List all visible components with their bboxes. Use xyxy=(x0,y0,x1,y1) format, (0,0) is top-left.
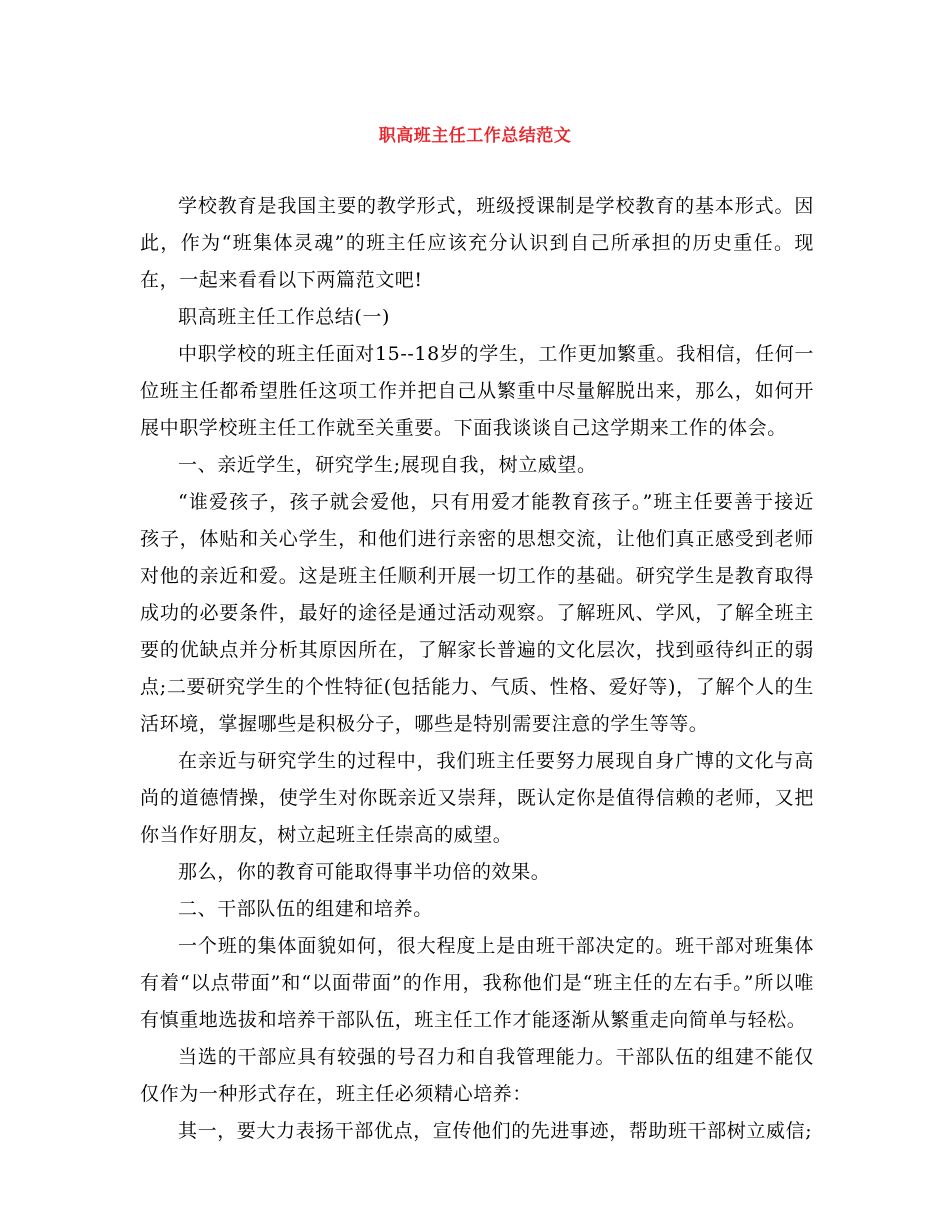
paragraph: 其一，要大力表扬干部优点，宣传他们的先进事迹，帮助班干部树立威信; xyxy=(178,1120,813,1142)
section-heading-point-one: 一、亲近学生，研究学生;展现自我，树立威望。 xyxy=(178,454,597,476)
paragraph: 在亲近与研究学生的过程中，我们班主任要努力展现自身广博的文化与高尚的道德情操，使学生对你既亲近又崇拜，既认定你是值得信赖的老师，又把你当作好朋友，树立起班主任崇高的威望。 xyxy=(140,750,814,846)
document-body xyxy=(140,188,814,1150)
section-heading-point-two: 二、干部队伍的组建和培养。 xyxy=(178,898,433,920)
paragraph: 那么，你的教育可能取得事半功倍的效果。 xyxy=(178,861,551,883)
paragraph: 一个班的集体面貌如何，很大程度上是由班干部决定的。班干部对班集体有着“以点带面”和“以面带面”的作用，我称他们是“班主任的左右手。”所以唯有慎重地选拔和培养干部队伍，班主任工作才能逐渐从繁重走向简单与轻松。 xyxy=(140,935,814,1031)
section-heading-summary-one: 职高班主任工作总结(一) xyxy=(178,306,391,328)
paragraph: 中职学校的班主任面对15--18岁的学生，工作更加繁重。我相信，任何一位班主任都希望胜任这项工作并把自己从繁重中尽量解脱出来，那么，如何开展中职学校班主任工作就至关重要。下面我谈谈自己这学期来工作的体会。 xyxy=(140,343,814,439)
paragraph: “谁爱孩子，孩子就会爱他，只有用爱才能教育孩子。”班主任要善于接近孩子，体贴和关心学生，和他们进行亲密的思想交流，让他们真正感受到老师对他的亲近和爱。这是班主任顺利开展一切工作的基础。研究学生是教育取得成功的必要条件，最好的途径是通过活动观察。了解班风、学风，了解全班主要的优缺点并分析其原因所在，了解家长普遍的文化层次，找到亟待纠正的弱点;二要研究学生的个性特征(包括能力、气质、性格、爱好等)，了解个人的生活环境，掌握哪些是积极分子，哪些是特别需要注意的学生等等。 xyxy=(140,491,814,735)
paragraph: 当选的干部应具有较强的号召力和自我管理能力。干部队伍的组建不能仅仅作为一种形式存在，班主任必须精心培养： xyxy=(140,1046,814,1105)
paragraph-intro: 学校教育是我国主要的教学形式，班级授课制是学校教育的基本形式。因此，作为“班集体灵魂”的班主任应该充分认识到自己所承担的历史重任。现在，一起来看看以下两篇范文吧! xyxy=(140,195,814,291)
document-title: 职高班主任工作总结范文 xyxy=(378,126,572,146)
